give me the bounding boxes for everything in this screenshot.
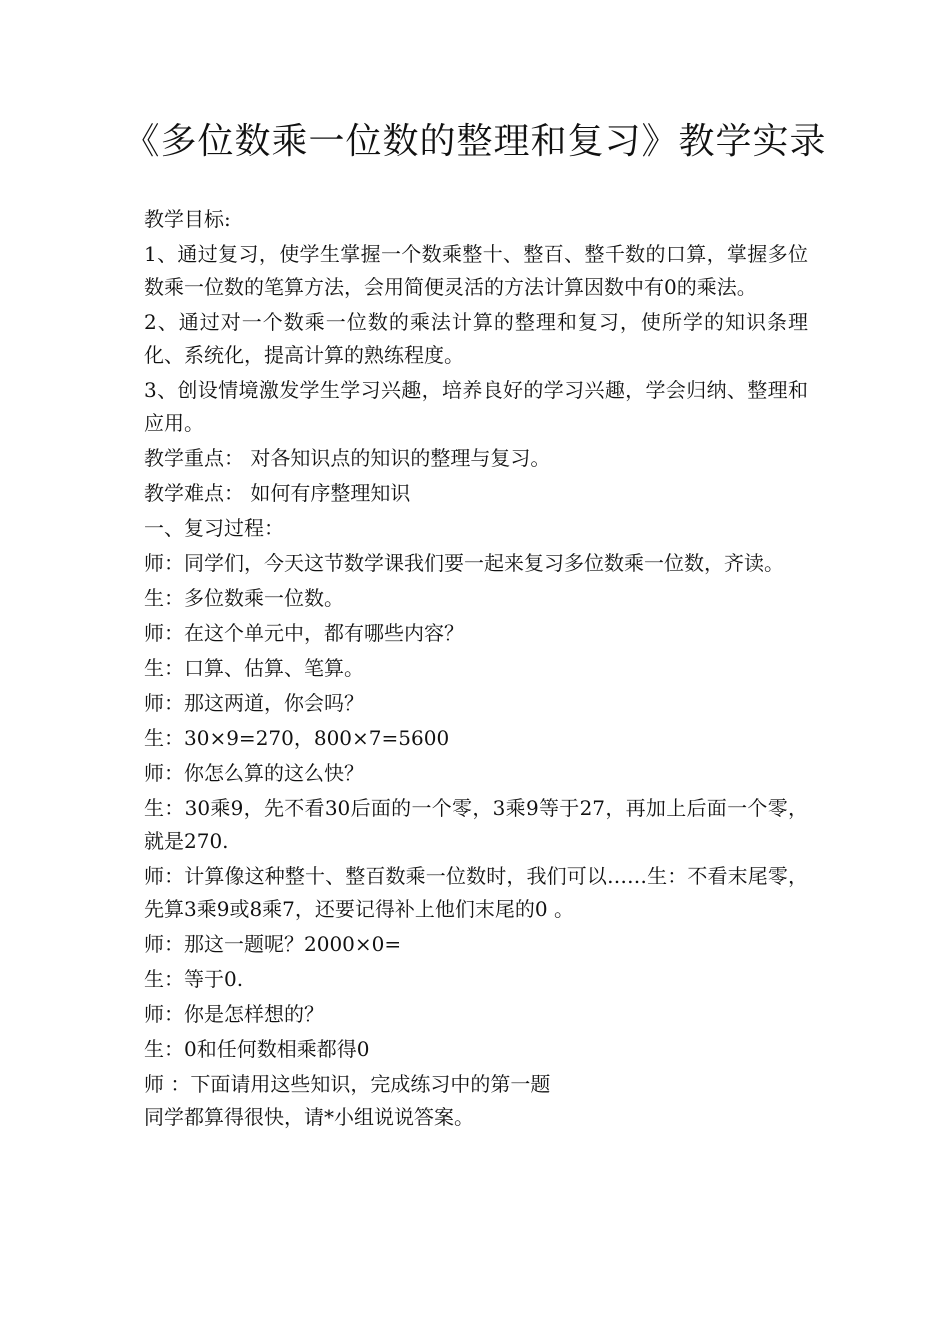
dialogue-line: 师：那这两道，你会吗？ [144,691,364,715]
dialogue-line: 生：口算、估算、笔算。 [144,656,364,680]
document-title: 《多位数乘一位数的整理和复习》教学实录 [123,121,827,162]
dialogue-line: 同学都算得很快，请*小组说说答案。 [144,1105,474,1129]
dialogue-line: 生：等于0. [144,967,244,991]
dialogue-line: 师：在这个单元中，都有哪些内容？ [144,621,464,645]
dialogue-line: 师：你是怎样想的？ [144,1002,324,1026]
dialogue-line: 师：那这一题呢？2000×0= [144,932,402,956]
dialogue-line: 师 ：下面请用这些知识，完成练习中的第一题 [144,1072,551,1096]
paragraph-objective-1: 1、通过复习，使学生掌握一个数乘整十、整百、整千数的口算，掌握多位数乘一位数的笔算方法，会用简便灵活的方法计算因数中有0的乘法。 [144,242,808,299]
dialogue-line: 生：30乘9，先不看30后面的一个零，3乘9等于27，再加上后面一个零，就是270. [144,796,808,853]
dialogue-line: 生：30×9=270，800×7=5600 [144,726,450,750]
paragraph-key-points: 教学重点： 对各知识点的知识的整理与复习。 [144,446,551,470]
paragraph-difficulties: 教学难点： 如何有序整理知识 [144,481,411,505]
dialogue-line: 生：0和任何数相乘都得0 [144,1037,370,1061]
paragraph-objectives-heading: 教学目标: [144,207,231,231]
document-body [144,203,808,1134]
dialogue-line: 师：你怎么算的这么快？ [144,761,364,785]
paragraph-objective-3: 3、创设情境激发学生学习兴趣，培养良好的学习兴趣，学会归纳、整理和应用。 [144,378,808,435]
dialogue-line: 师：同学们，今天这节数学课我们要一起来复习多位数乘一位数，齐读。 [144,551,784,575]
dialogue-line: 师：计算像这种整十、整百数乘一位数时，我们可以……生：不看末尾零，先算3乘9或8乘7，还要记得补上他们末尾的0 。 [144,864,808,921]
paragraph-objective-2: 2、通过对一个数乘一位数的乘法计算的整理和复习，使所学的知识条理化、系统化，提高计算的熟练程度。 [144,310,808,367]
dialogue-line: 生：多位数乘一位数。 [144,586,344,610]
paragraph-process-heading: 一、复习过程： [144,516,284,540]
